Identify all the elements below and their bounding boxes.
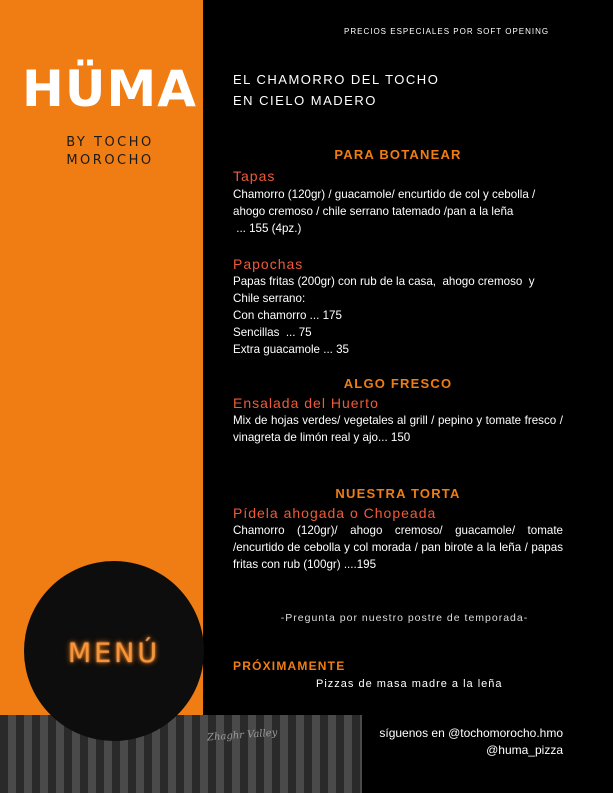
- desc-line: Extra guacamole ... 35: [233, 343, 349, 356]
- menu-badge-label: MENÚ: [67, 638, 161, 669]
- coming-soon-heading: PRÓXIMAMENTE: [233, 659, 346, 673]
- item-desc-papochas: [233, 273, 563, 358]
- desc-line: Sencillas ... 75: [233, 326, 312, 339]
- desc-line: ... 155 (4pz.): [233, 222, 302, 235]
- huma-logo: HÜMA: [22, 60, 197, 118]
- desc-line: Chamorro (120gr) / guacamole/ encurtido de col y cebolla /: [233, 188, 536, 201]
- social-handles: [313, 725, 563, 759]
- item-desc-tapas: [233, 186, 563, 237]
- hero-title: [233, 69, 439, 111]
- brand-byline: [40, 134, 180, 170]
- follow-line-1: síguenos en @tochomorocho.hmo: [379, 726, 563, 740]
- item-desc-ensalada: Mix de hojas verdes/ vegetales al grill / pepino y tomate fresco / vinagreta de limón real y ajo... 150: [233, 414, 563, 444]
- dessert-note: -Pregunta por nuestro postre de temporada-: [280, 612, 529, 624]
- item-name-tapas: Tapas: [233, 168, 276, 184]
- item-name-ensalada: Ensalada del Huerto: [233, 395, 379, 411]
- desc-line: Chile serrano:: [233, 292, 306, 305]
- artist-signature: Zhaghr Valley: [206, 727, 278, 744]
- section-heading-para-botanear: PARA BOTANEAR: [334, 147, 462, 162]
- desc-line: Papas fritas (200gr) con rub de la casa, ahogo cremoso y: [233, 275, 535, 288]
- byline-line-2: MOROCHO: [66, 153, 154, 168]
- item-name-torta: Pídela ahogada o Chopeada: [233, 505, 437, 521]
- byline-line-1: BY TOCHO: [66, 135, 154, 150]
- promo-banner: PRECIOS ESPECIALES POR SOFT OPENING: [344, 27, 550, 36]
- item-name-papochas: Papochas: [233, 256, 304, 272]
- section-heading-algo-fresco: ALGO FRESCO: [343, 376, 453, 391]
- follow-line-2: @huma_pizza: [486, 743, 563, 757]
- hero-line-1: EL CHAMORRO DEL TOCHO: [233, 72, 440, 87]
- desc-line: Con chamorro ... 175: [233, 309, 342, 322]
- coming-soon-text: Pizzas de masa madre a la leña: [316, 678, 503, 690]
- desc-line: ahogo cremoso / chile serrano tatemado /pan a la leña: [233, 205, 514, 218]
- section-heading-nuestra-torta: NUESTRA TORTA: [335, 486, 461, 501]
- item-desc-torta: Chamorro (120gr)/ ahogo cremoso/ guacamole/ tomate /encurtido de cebolla y col morada / pan birote a la leña / papas fritas con rub (100gr) ....195: [233, 524, 563, 571]
- hero-line-2: EN CIELO MADERO: [233, 93, 377, 108]
